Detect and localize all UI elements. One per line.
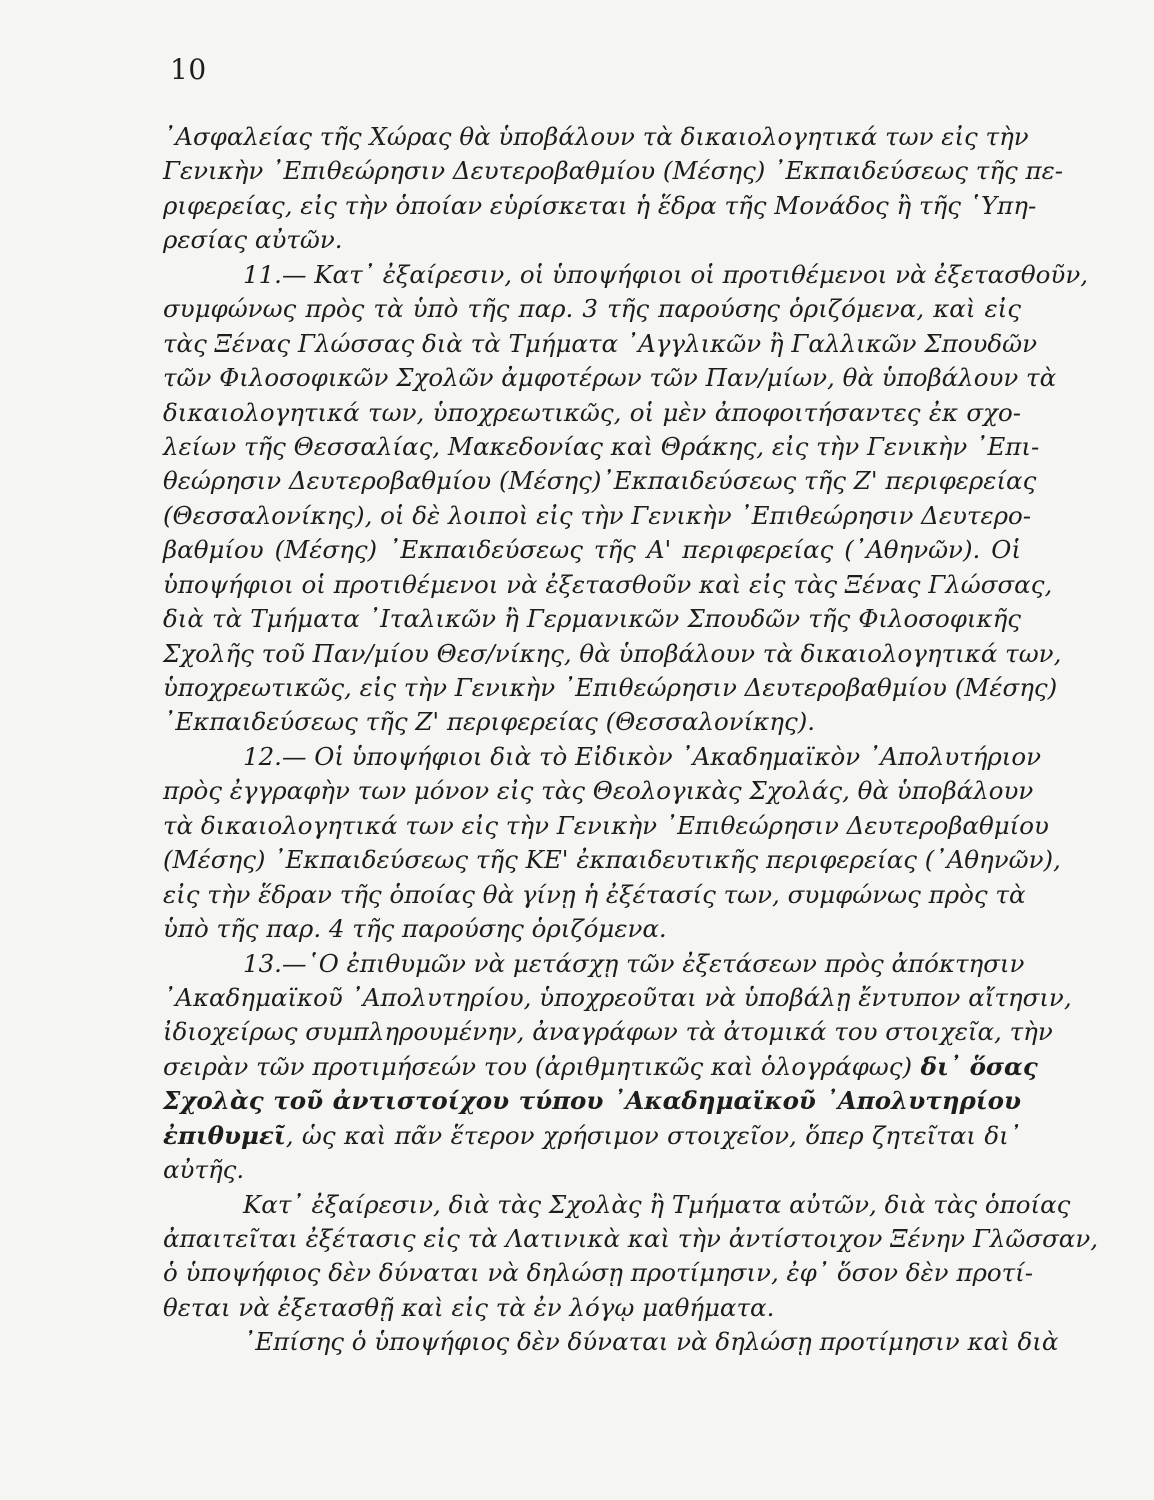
- text-line: [163, 120, 1029, 154]
- text-line: [163, 533, 1021, 567]
- text-line: [163, 396, 1021, 430]
- text-line: [163, 809, 1049, 843]
- line-text: ὑπὸ τῆς παρ. 4 τῆς παρούσης ὁριζόμενα.: [163, 914, 667, 944]
- line-text: Γενικὴν ᾽Επιθεώρησιν Δευτεροβαθμίου (Μέσης) ᾽Εκπαιδεύσεως τῆς πε-: [163, 156, 1064, 186]
- line-text: τὰ δικαιολογητικά των εἰς τὴν Γενικὴν ᾽Επιθεώρησιν Δευτεροβαθμίου: [163, 810, 1049, 840]
- line-text: 11.— Κατ᾽ ἐξαίρεσιν, οἱ ὑποψήφιοι οἱ προτιθέμενοι νὰ ἐξετασθοῦν,: [243, 259, 1088, 289]
- text-line: [163, 1050, 1038, 1084]
- line-text: Σχολῆς τοῦ Παν/μίου Θεσ/νίκης, θὰ ὑποβάλουν τὰ δικαιολογητικά των,: [163, 638, 1062, 668]
- line-text: ᾽Ακαδημαϊκοῦ ᾽Απολυτηρίου, ὑποχρεοῦται νὰ ὑποβάλῃ ἔντυπον αἴτησιν,: [163, 982, 1072, 1012]
- text-line: [163, 189, 1037, 223]
- line-text: , ὡς καὶ πᾶν ἕτερον χρήσιμον στοιχεῖον, ὅπερ ζητεῖται δι᾽: [285, 1120, 1021, 1150]
- text-line: [163, 1256, 1034, 1290]
- line-text: ὑποψήφιοι οἱ προτιθέμενοι νὰ ἐξετασθοῦν καὶ εἰς τὰς Ξένας Γλώσσας,: [163, 569, 1053, 599]
- line-text: ὁ ὑποψήφιος δὲν δύναται νὰ δηλώσῃ προτίμησιν, ἐφ᾽ ὅσον δὲν προτί-: [163, 1258, 1034, 1288]
- text-line: [163, 1188, 1071, 1222]
- text-line: [163, 1153, 1021, 1187]
- line-text: ᾽Επίσης ὁ ὑποψήφιος δὲν δύναται νὰ δηλώσῃ προτίμησιν καὶ διὰ: [243, 1327, 1059, 1357]
- text-line: [163, 843, 1061, 877]
- text-line: [163, 154, 1064, 188]
- line-text: βαθμίου (Μέσης) ᾽Εκπαιδεύσεως τῆς Α' περιφερείας (᾽Αθηνῶν). Οἱ: [163, 535, 1021, 565]
- line-text: ἀπαιτεῖται ἐξέτασις εἰς τὰ Λατινικὰ καὶ τὴν ἀντίστοιχον Ξένην Γλῶσσαν,: [163, 1224, 1099, 1253]
- line-text: τῶν Φιλοσοφικῶν Σχολῶν ἀμφοτέρων τῶν Παν/μίων, θὰ ὑποβάλουν τὰ: [163, 363, 1057, 393]
- text-line: [163, 327, 1037, 361]
- line-text: ριφερείας, εἰς τὴν ὁποίαν εὑρίσκεται ἡ ἕδρα τῆς Μονάδος ἢ τῆς ῾Υπη-: [163, 190, 1037, 220]
- text-line: [163, 981, 1072, 1015]
- line-text: ρεσίας αὐτῶν.: [163, 225, 343, 255]
- text-line: [163, 602, 1021, 636]
- line-text: θεται νὰ ἐξετασθῇ καὶ εἰς τὰ ἐν λόγῳ μαθήματα.: [163, 1292, 775, 1322]
- text-line: [163, 637, 1062, 671]
- bold-text: δι᾽ ὅσας: [912, 1051, 1038, 1081]
- line-text: (Μέσης) ᾽Εκπαιδεύσεως τῆς ΚΕ' ἐκπαιδευτικῆς περιφερείας (᾽Αθηνῶν),: [163, 845, 1061, 875]
- line-text: ὑποχρεωτικῶς, εἰς τὴν Γενικὴν ᾽Επιθεώρησιν Δευτεροβαθμίου (Μέσης): [163, 673, 1058, 702]
- line-text: λείων τῆς Θεσσαλίας, Μακεδονίας καὶ Θράκης, εἰς τὴν Γενικὴν ᾽Επι-: [163, 431, 1040, 461]
- line-text: ἰδιοχείρως συμπληρουμένην, ἀναγράφων τὰ ἀτομικά του στοιχεῖα, τὴν: [163, 1017, 1053, 1047]
- text-line: [163, 1325, 1059, 1359]
- line-text: 12.— Οἱ ὑποψήφιοι διὰ τὸ Εἰδικὸν ᾽Ακαδημαϊκὸν ᾽Απολυτήριον: [243, 741, 1042, 771]
- line-text: τὰς Ξένας Γλώσσας διὰ τὰ Τμήματα ᾽Αγγλικῶν ἢ Γαλλικῶν Σπουδῶν: [163, 328, 1037, 358]
- text-line: [163, 568, 1053, 602]
- text-line: [163, 292, 1021, 326]
- text-line: [163, 223, 1021, 257]
- line-text: πρὸς ἐγγραφὴν των μόνον εἰς τὰς Θεολογικὰς Σχολάς, θὰ ὑποβάλουν: [163, 776, 1034, 806]
- text-line: [163, 912, 1021, 946]
- line-text: δικαιολογητικά των, ὑποχρεωτικῶς, οἱ μὲν ἀποφοιτήσαντες ἐκ σχο-: [163, 397, 1021, 427]
- line-text: συμφώνως πρὸς τὰ ὑπὸ τῆς παρ. 3 τῆς παρούσης ὁριζόμενα, καὶ εἰς: [163, 294, 1021, 324]
- text-line: [163, 1084, 1021, 1118]
- line-text: διὰ τὰ Τμήματα ᾽Ιταλικῶν ἢ Γερμανικῶν Σπουδῶν τῆς Φιλοσοφικῆς: [163, 604, 1021, 634]
- text-line: [163, 705, 1021, 739]
- line-text: (Θεσσαλονίκης), οἱ δὲ λοιποὶ εἰς τὴν Γενικὴν ᾽Επιθεώρησιν Δευτερο-: [163, 500, 1032, 530]
- text-line: [163, 740, 1042, 774]
- line-text: εἰς τὴν ἕδραν τῆς ὁποίας θὰ γίνῃ ἡ ἐξέτασίς των, συμφώνως πρὸς τὰ: [163, 879, 1026, 909]
- page-number: 10: [170, 53, 207, 86]
- text-line: [163, 1222, 1099, 1256]
- bold-text: ἐπιθυμεῖ: [163, 1120, 286, 1150]
- text-line: [163, 878, 1026, 912]
- text-line: [163, 947, 1025, 981]
- text-line: [163, 464, 1037, 498]
- line-text: αὐτῆς.: [163, 1155, 245, 1185]
- text-line: [163, 258, 1088, 292]
- line-text: θεώρησιν Δευτεροβαθμίου (Μέσης)᾽Εκπαιδεύσεως τῆς Ζ' περιφερείας: [163, 466, 1037, 496]
- line-text: σειρὰν τῶν προτιμήσεών του (ἀριθμητικῶς καὶ ὁλογράφως): [163, 1051, 913, 1081]
- line-text: Κατ᾽ ἐξαίρεσιν, διὰ τὰς Σχολὰς ἢ Τμήματα αὐτῶν, διὰ τὰς ὁποίας: [243, 1189, 1071, 1219]
- line-text: ᾽Εκπαιδεύσεως τῆς Ζ' περιφερείας (Θεσσαλονίκης).: [163, 707, 816, 737]
- text-line: [163, 671, 1058, 705]
- body-text: [163, 120, 1099, 1360]
- text-line: [163, 361, 1057, 395]
- line-text: ᾽Ασφαλείας τῆς Χώρας θὰ ὑποβάλουν τὰ δικαιολογητικά των εἰς τὴν: [163, 122, 1029, 151]
- line-text: 13.—῾Ο ἐπιθυμῶν νὰ μετάσχῃ τῶν ἐξετάσεων πρὸς ἀπόκτησιν: [243, 948, 1025, 978]
- text-line: [163, 1291, 1021, 1325]
- bold-text: Σχολὰς τοῦ ἀντιστοίχου τύπου ᾽Ακαδημαϊκοῦ ᾽Απολυτηρίου: [163, 1086, 1021, 1116]
- text-line: [163, 1015, 1053, 1049]
- text-line: [163, 1119, 1021, 1153]
- text-line: [163, 774, 1034, 808]
- text-line: [163, 430, 1040, 464]
- text-line: [163, 499, 1032, 533]
